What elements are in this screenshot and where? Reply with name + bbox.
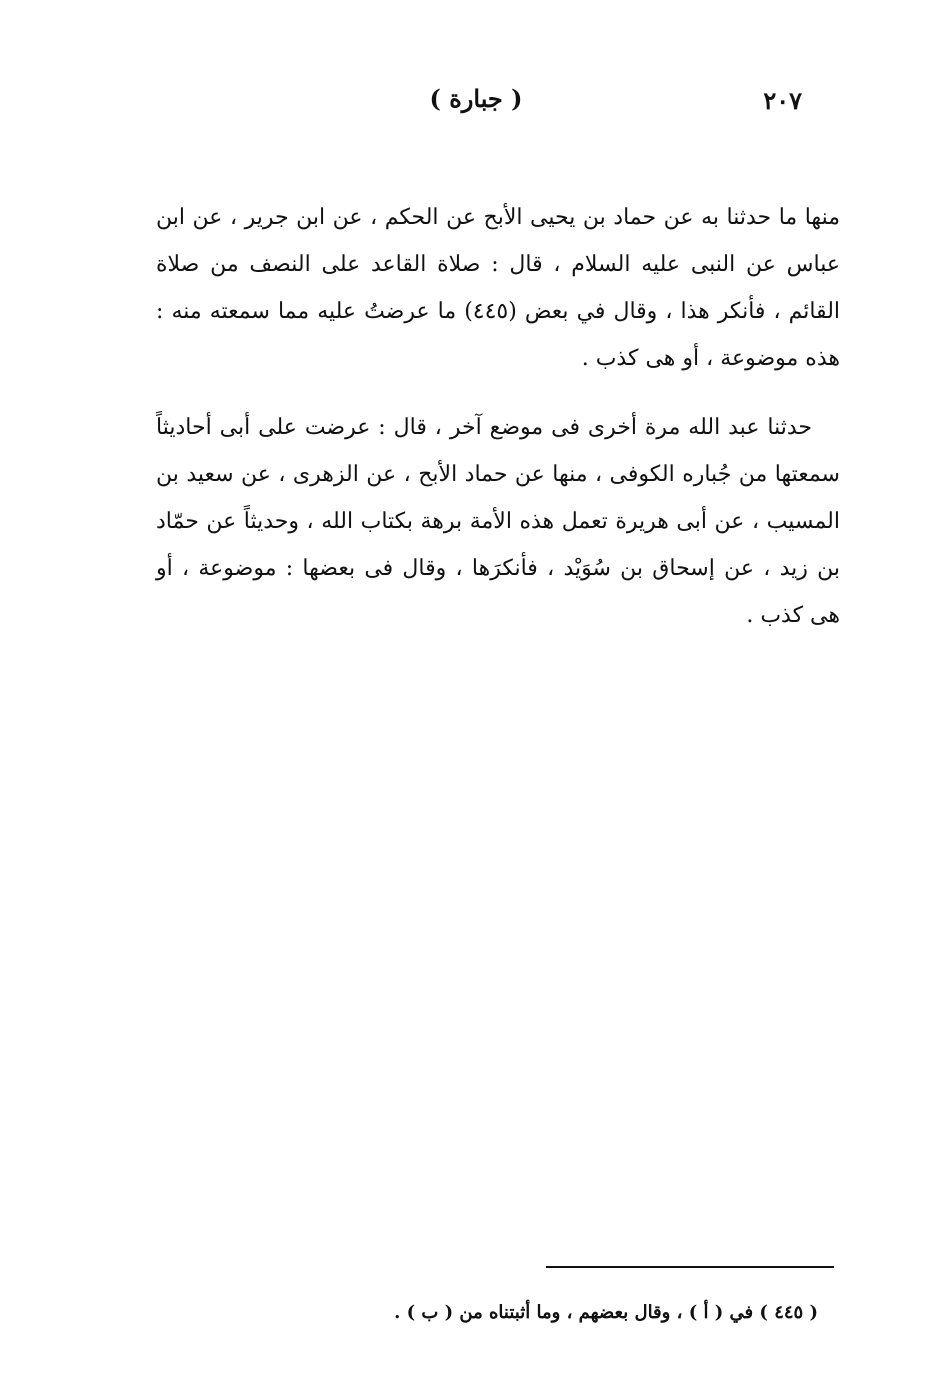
paragraph: حدثنا عبد الله مرة أخرى فى موضع آخر ، قال : عرضت على أبى أحاديثاً سمعتها من جُباره الكوفى ، منها عن حماد الأبح ، عن الزهرى ، عن سعيد بن المسيب ، عن أبى هريرة تعمل هذه الأمة برهة بكتاب الله ، وحديثاً عن حمّاد بن زيد ، عن إسحاق بن سُوَيْد ، فأنكرَها ، وقال فى بعضها : موضوعة ، أو هى كذب .	[156, 415, 840, 628]
footnote-divider	[546, 1266, 834, 1268]
running-title: ( جبارة )	[429, 84, 523, 113]
main-text	[156, 194, 840, 639]
page-header	[150, 80, 802, 124]
paragraph: منها ما حدثنا به عن حماد بن يحيى الأبح عن الحكم ، عن ابن جرير ، عن ابن عباس عن النبى عليه السلام ، قال : صلاة القاعد على النصف من صلاة القائم ، فأنكر هذا ، وقال في بعض (٤٤٥) ما عرضتُ عليه مما سمعته منه : هذه موضوعة ، أو هى كذب .	[156, 205, 841, 371]
footnote: ( ٤٤٥ ) في ( أ ) ، وقال بعضهم ، وما أثبتناه من ( ب ) .	[394, 1302, 818, 1323]
page-number: ٢٠٧	[763, 86, 802, 115]
